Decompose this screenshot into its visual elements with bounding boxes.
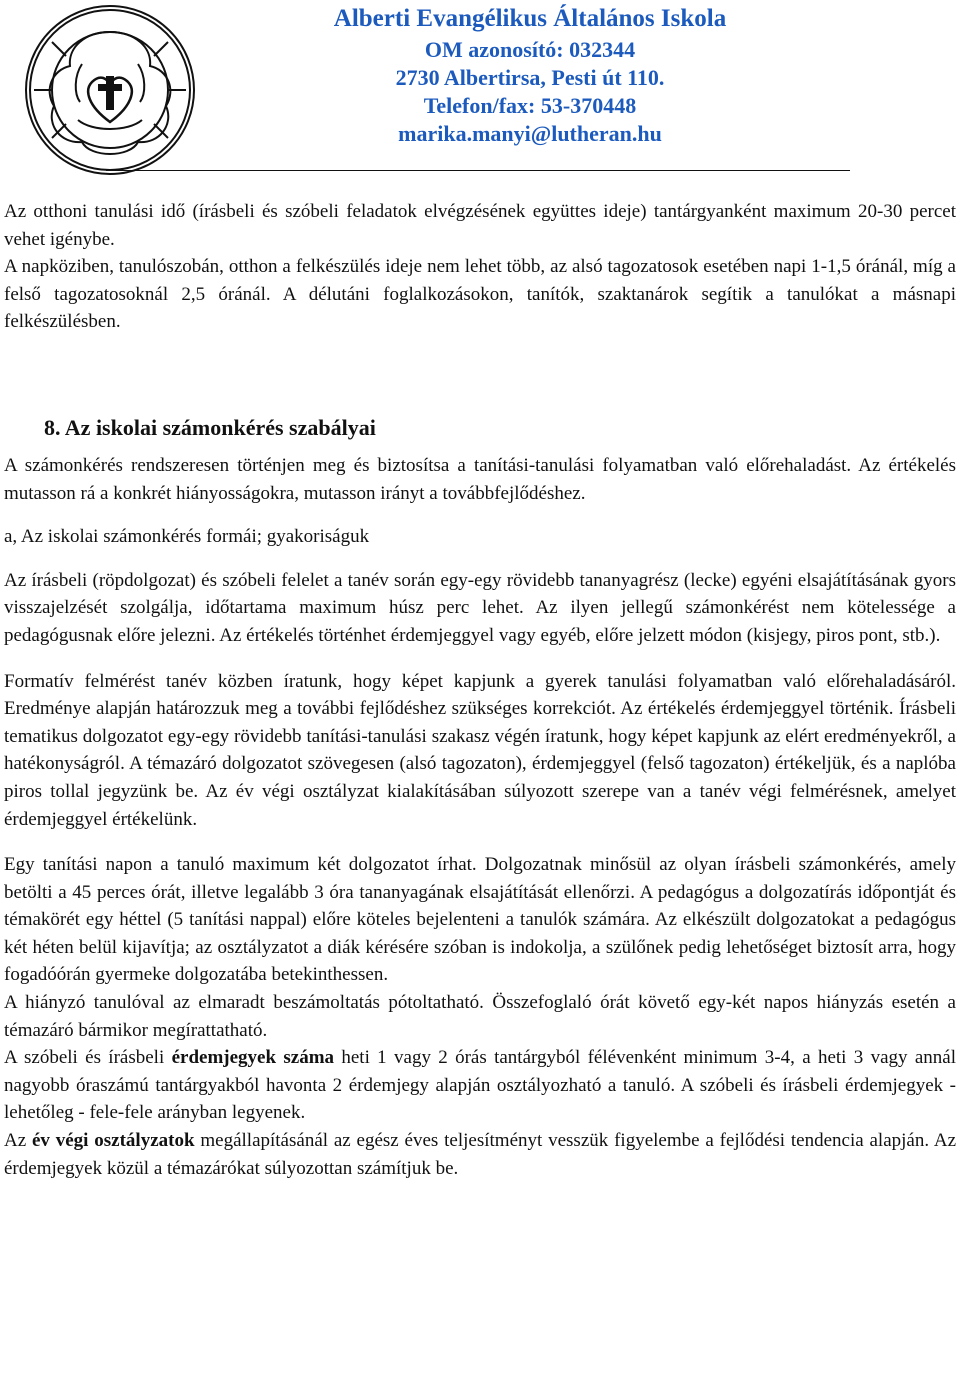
bold-grade-count: érdemjegyek száma — [171, 1047, 335, 1069]
address: 2730 Albertirsa, Pesti út 110. — [395, 65, 665, 90]
subheading: a, Az iskolai számonkérés formái; gyakoriságuk — [4, 526, 370, 548]
paragraph-final-grades: Az év végi osztályzatok megállapításánál az egész éves teljesítményt vesszük figyelembe a fejlődési tendencia alapján. Az érdemjegyek közül a témazárókat súlyozottan számítjuk be. — [4, 1130, 957, 1179]
section-lead: A számonkérés rendszeresen történjen meg és biztosítsa a tanítási-tanulási folyamatban való előrehaladást. Az értékelés mutasson rá a konkrét hiányosságokra, mutasson irányt a továbbfejlődéshez. — [4, 454, 956, 504]
section-number: 8. — [44, 414, 61, 440]
header-divider — [106, 170, 850, 171]
paragraph-missing: A hiányzó tanulóval az elmaradt beszámoltatás pótoltatható. Összefoglaló órát követő egy-két napos hiányzás esetén a témazáró bármikor megírattatható. — [4, 992, 956, 1041]
intro-paragraph-2: A napköziben, tanulószobán, otthon a felkészülés ideje nem lehet több, az alsó tagozatosok esetében napi 1-1,5 óránál, míg a felső tagozatosoknál 2,5 óránál. A délutáni foglalkozásokon, tanítók, szaktanárok segítik a tanulókat a másnapi felkészülésben. — [4, 256, 956, 333]
email-link[interactable]: marika.manyi@lutheran.hu — [398, 121, 662, 146]
om-id: OM azonosító: 032344 — [424, 37, 636, 62]
phone: Telefon/fax: 53-370448 — [423, 93, 637, 118]
section-heading — [44, 414, 956, 442]
paragraph-written-oral: Az írásbeli (röpdolgozat) és szóbeli felelet a tanév során egy-egy rövidebb tananyagrész (lecke) egyéni elsajátításának gyors visszajelzését szolgálja, időtartama maximum húsz perc lehet. Az ilyen jellegű számonkérést nem kötelessége a pedagógusnak előre jelezni. Az értékelés történhet érdemjeggyel vagy egyéb, előre jelzett módon (kisjegy, piros pont, stb.). — [4, 569, 956, 646]
bold-final-grades: év végi osztályzatok — [31, 1130, 195, 1152]
paragraph-daily-limit: Egy tanítási napon a tanuló maximum két dolgozatot írhat. Dolgozatnak minősül az olyan írásbeli számonkérés, amely betölti a 45 perces órát, illetve legalább 3 óra tananyagának elsajátítását ellenőrzi. A pedagógus a dolgozatírás időpontját és témakörét egy héttel (5 tanítási nappal) előre köteles bejelenteni a tanulók számára. Az elkészült dolgozatokat a pedagógus két héten belül kijavítja; az osztályzatot a diák kérésére szóban is indokolja, a szülőnek pedig lehetőséget biztosít arra, hogy fogadóórán gyermeke dolgozatába betekinthessen. — [4, 854, 956, 986]
luther-rose-seal-icon — [4, 2, 216, 178]
intro-paragraph-1: Az otthoni tanulási idő (írásbeli és szóbeli feladatok elvégzésének együttes ideje) tantárgyanként maximum 20-30 percet vehet igénybe. — [4, 201, 956, 250]
document-body — [4, 198, 956, 1182]
paragraph-grade-count: A szóbeli és írásbeli érdemjegyek száma heti 1 vagy 2 órás tantárgyból félévenként minimum 3-4, a heti 3 vagy annál nagyobb óraszámú tantárgyakból havonta 2 érdemjegy alapján osztályozható a tanuló. A szóbeli és írásbeli érdemjegyek - lehetőleg - fele-fele arányban legyenek. — [4, 1047, 957, 1124]
school-name: Alberti Evangélikus Általános Iskola — [333, 5, 727, 32]
section-title: Az iskolai számonkérés szabályai — [64, 414, 376, 440]
paragraph-formative: Formatív felmérést tanév közben íratunk, hogy képet kapjunk a gyerek tanulási folyamatban való előrehaladásáról. Eredménye alapján határozzuk meg a további fejlődéshez szükséges korrekciót. Az értékelés érdemjeggyel történik. Írásbeli tematikus dolgozatot egy-egy rövidebb tanítási-tanulási szakasz végén íratunk, hogy képet kapjunk az elért eredményekről, a hatékonyságról. A témazáró dolgozatot szövegesen (alsó tagozaton), érdemjeggyel (felső tagozaton) értékeljük, és a naplóba piros tollal jegyzünk be. Az év végi osztályzat kialakításában súlyozott szerepe van a tanév végi felmérésnek, amelyet érdemjeggyel értékelünk. — [4, 670, 956, 830]
letterhead — [0, 0, 960, 180]
